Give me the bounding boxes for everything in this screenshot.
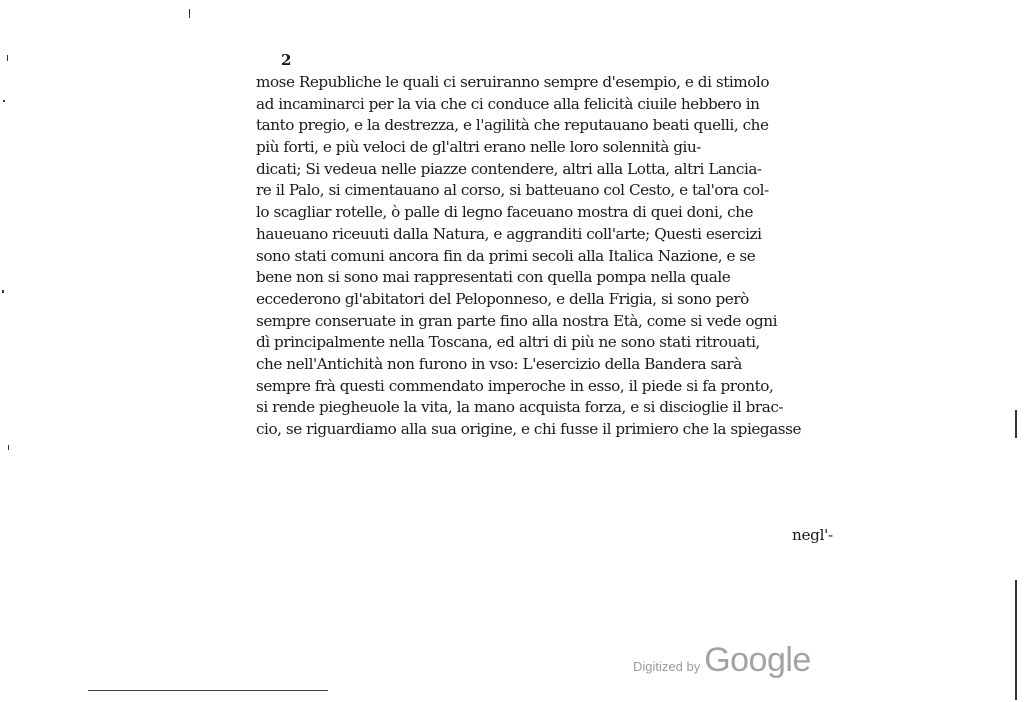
watermark-prefix: Digitized by xyxy=(633,659,701,674)
text-line: sono stati comuni ancora fin da primi secoli alla Italica Nazione, e se xyxy=(256,246,756,265)
watermark xyxy=(633,641,811,680)
text-line: sempre conseruate in gran parte fino alla nostra Età, come si vede ogni xyxy=(256,311,778,330)
text-line: che nell'Antichità non furono in vso: L'esercizio della Bandera sarà xyxy=(256,354,742,373)
left-margin-speck xyxy=(7,55,8,61)
right-edge-line xyxy=(1015,580,1017,700)
text-line: tanto pregio, e la destrezza, e l'agilità che reputauano beati quelli, che xyxy=(256,116,769,135)
text-line: lo scagliar rotelle, ò palle di legno faceuano mostra di quei doni, che xyxy=(256,203,754,222)
text-line: re il Palo, si cimentauano al corso, si batteuano col Cesto, e tal'ora col- xyxy=(256,181,769,200)
text-line: eccederono gl'abitatori del Peloponneso, e della Frigia, si sono però xyxy=(256,289,749,308)
text-line: cio, se riguardiamo alla sua origine, e chi fusse il primiero che la spiegasse xyxy=(256,420,801,438)
text-line: haueuano riceuuti dalla Natura, e aggranditi coll'arte; Questi esercizi xyxy=(256,224,762,243)
text-line: dicati; Si vedeua nelle piazze contendere, altri alla Lotta, altri Lancia- xyxy=(256,159,762,178)
text-line: bene non si sono mai rappresentati con quella pompa nella quale xyxy=(256,268,731,287)
left-margin-speck xyxy=(3,100,5,102)
text-line: dì principalmente nella Toscana, ed altri di più ne sono stati ritrouati, xyxy=(256,333,760,352)
right-edge-line xyxy=(1015,410,1017,438)
left-margin-speck xyxy=(8,445,9,450)
top-speck xyxy=(189,9,190,18)
catchword: negl'- xyxy=(792,526,833,544)
page-number: 2 xyxy=(281,51,292,69)
text-line: sempre frà questi commendato imperoche in esso, il piede si fa pronto, xyxy=(256,376,774,395)
text-line: si rende piegheuole la vita, la mano acquista forza, e si discioglie il brac- xyxy=(256,398,784,417)
text-line: più forti, e più veloci de gl'altri erano nelle loro solennità giu- xyxy=(256,138,701,157)
watermark-logo: Google xyxy=(704,641,811,679)
bottom-scan-line xyxy=(88,690,328,691)
left-margin-speck xyxy=(2,290,4,293)
body-text xyxy=(256,72,878,441)
text-line: mose Republiche le quali ci seruiranno sempre d'esempio, e di stimolo xyxy=(256,73,770,91)
text-line: ad incaminarci per la via che ci conduce alla felicità ciuile hebbero in xyxy=(256,94,760,113)
